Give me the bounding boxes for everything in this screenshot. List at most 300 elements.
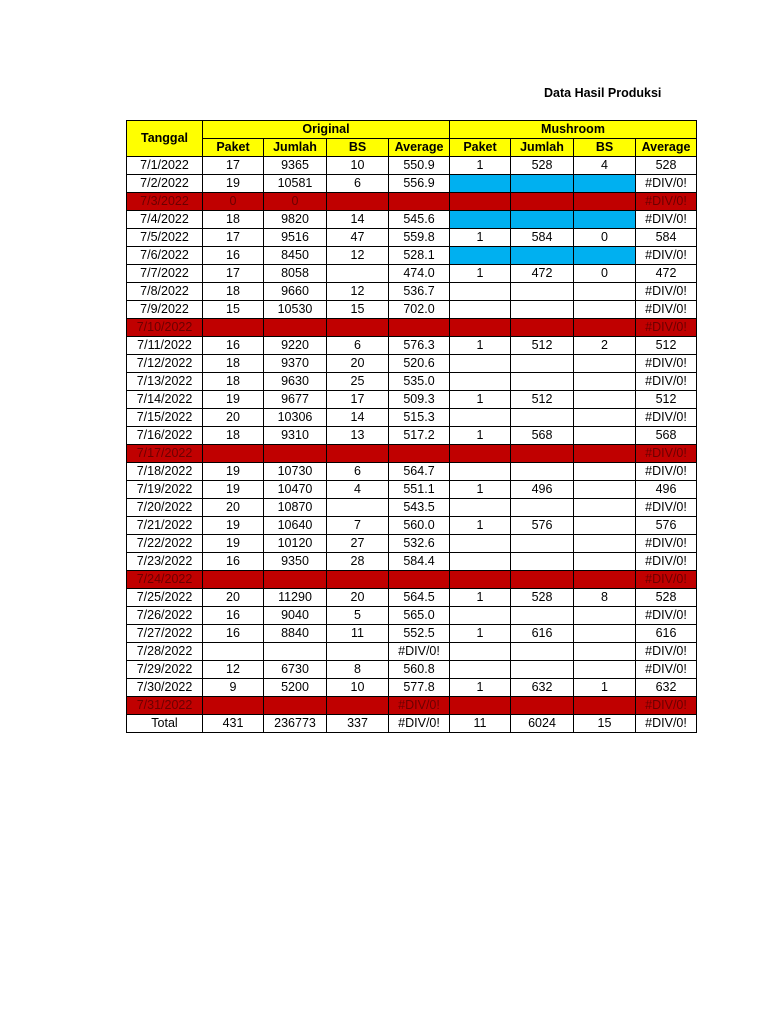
cell-mushroom-average[interactable]: #DIV/0! — [636, 355, 697, 373]
cell-original-paket[interactable] — [203, 697, 264, 715]
cell-mushroom-jumlah[interactable] — [511, 355, 574, 373]
cell-original-jumlah[interactable]: 10730 — [264, 463, 327, 481]
cell-mushroom-jumlah[interactable]: 584 — [511, 229, 574, 247]
cell-mushroom-average[interactable]: 512 — [636, 391, 697, 409]
cell-mushroom-average[interactable]: #DIV/0! — [636, 463, 697, 481]
total-mushroom-paket[interactable]: 11 — [450, 715, 511, 733]
cell-original-paket[interactable]: 18 — [203, 373, 264, 391]
cell-mushroom-bs[interactable]: 0 — [574, 265, 636, 283]
cell-mushroom-jumlah[interactable]: 616 — [511, 625, 574, 643]
cell-mushroom-average[interactable]: #DIV/0! — [636, 697, 697, 715]
cell-original-average[interactable]: 528.1 — [389, 247, 450, 265]
header-tanggal[interactable]: Tanggal — [127, 121, 203, 157]
cell-mushroom-jumlah[interactable] — [511, 175, 574, 193]
cell-original-bs[interactable]: 7 — [327, 517, 389, 535]
cell-original-paket[interactable]: 16 — [203, 553, 264, 571]
cell-mushroom-paket[interactable] — [450, 697, 511, 715]
cell-original-jumlah[interactable]: 10306 — [264, 409, 327, 427]
cell-date[interactable]: 7/11/2022 — [127, 337, 203, 355]
total-mushroom-average[interactable]: #DIV/0! — [636, 715, 697, 733]
total-mushroom-bs[interactable]: 15 — [574, 715, 636, 733]
cell-mushroom-jumlah[interactable] — [511, 643, 574, 661]
cell-mushroom-jumlah[interactable] — [511, 463, 574, 481]
table-row — [127, 661, 697, 679]
cell-date[interactable]: 7/22/2022 — [127, 535, 203, 553]
cell-original-average[interactable]: 576.3 — [389, 337, 450, 355]
cell-original-average[interactable]: 702.0 — [389, 301, 450, 319]
cell-original-average[interactable] — [389, 571, 450, 589]
cell-mushroom-average[interactable]: #DIV/0! — [636, 409, 697, 427]
cell-mushroom-average[interactable]: #DIV/0! — [636, 175, 697, 193]
cell-original-bs[interactable]: 12 — [327, 283, 389, 301]
cell-original-average[interactable]: 509.3 — [389, 391, 450, 409]
cell-mushroom-average[interactable]: 528 — [636, 589, 697, 607]
cell-mushroom-average[interactable]: #DIV/0! — [636, 193, 697, 211]
cell-original-bs[interactable]: 20 — [327, 355, 389, 373]
cell-date[interactable]: 7/27/2022 — [127, 625, 203, 643]
cell-mushroom-bs[interactable] — [574, 175, 636, 193]
cell-mushroom-bs[interactable] — [574, 481, 636, 499]
cell-mushroom-paket[interactable] — [450, 193, 511, 211]
cell-original-average[interactable]: 556.9 — [389, 175, 450, 193]
cell-original-jumlah[interactable]: 9040 — [264, 607, 327, 625]
cell-original-average[interactable]: 551.1 — [389, 481, 450, 499]
cell-original-paket[interactable] — [203, 643, 264, 661]
cell-original-jumlah[interactable] — [264, 445, 327, 463]
cell-original-jumlah[interactable]: 9660 — [264, 283, 327, 301]
cell-original-average[interactable]: 543.5 — [389, 499, 450, 517]
cell-mushroom-jumlah[interactable] — [511, 697, 574, 715]
cell-original-bs[interactable]: 28 — [327, 553, 389, 571]
cell-mushroom-bs[interactable] — [574, 697, 636, 715]
cell-original-paket[interactable]: 16 — [203, 337, 264, 355]
cell-mushroom-jumlah[interactable] — [511, 373, 574, 391]
cell-original-jumlah[interactable]: 10581 — [264, 175, 327, 193]
cell-original-paket[interactable]: 19 — [203, 517, 264, 535]
cell-original-jumlah[interactable]: 10640 — [264, 517, 327, 535]
cell-original-paket[interactable]: 17 — [203, 229, 264, 247]
cell-date[interactable]: 7/3/2022 — [127, 193, 203, 211]
cell-mushroom-paket[interactable] — [450, 301, 511, 319]
cell-original-average[interactable]: 584.4 — [389, 553, 450, 571]
cell-original-average[interactable]: 545.6 — [389, 211, 450, 229]
cell-mushroom-bs[interactable] — [574, 427, 636, 445]
cell-mushroom-paket[interactable] — [450, 283, 511, 301]
cell-original-average[interactable]: 560.8 — [389, 661, 450, 679]
cell-original-paket[interactable]: 16 — [203, 625, 264, 643]
cell-original-paket[interactable]: 17 — [203, 157, 264, 175]
cell-mushroom-paket[interactable] — [450, 463, 511, 481]
cell-date[interactable]: 7/10/2022 — [127, 319, 203, 337]
cell-original-average[interactable]: 550.9 — [389, 157, 450, 175]
cell-mushroom-average[interactable]: #DIV/0! — [636, 499, 697, 517]
header-mushroom[interactable]: Mushroom — [450, 121, 697, 139]
cell-date[interactable]: 7/9/2022 — [127, 301, 203, 319]
cell-mushroom-jumlah[interactable] — [511, 247, 574, 265]
cell-original-average[interactable]: 577.8 — [389, 679, 450, 697]
cell-date[interactable]: 7/19/2022 — [127, 481, 203, 499]
cell-mushroom-paket[interactable] — [450, 607, 511, 625]
cell-mushroom-bs[interactable] — [574, 643, 636, 661]
cell-original-bs[interactable] — [327, 697, 389, 715]
cell-original-jumlah[interactable]: 10470 — [264, 481, 327, 499]
cell-original-bs[interactable]: 13 — [327, 427, 389, 445]
cell-original-average[interactable]: 559.8 — [389, 229, 450, 247]
cell-original-jumlah[interactable] — [264, 319, 327, 337]
cell-mushroom-jumlah[interactable]: 528 — [511, 157, 574, 175]
cell-mushroom-paket[interactable]: 1 — [450, 427, 511, 445]
cell-original-paket[interactable]: 19 — [203, 391, 264, 409]
cell-date[interactable]: 7/29/2022 — [127, 661, 203, 679]
cell-mushroom-average[interactable]: #DIV/0! — [636, 607, 697, 625]
cell-mushroom-bs[interactable] — [574, 283, 636, 301]
cell-original-bs[interactable]: 6 — [327, 463, 389, 481]
cell-mushroom-jumlah[interactable] — [511, 283, 574, 301]
cell-mushroom-average[interactable]: 632 — [636, 679, 697, 697]
cell-date[interactable]: 7/16/2022 — [127, 427, 203, 445]
cell-mushroom-paket[interactable] — [450, 409, 511, 427]
cell-mushroom-jumlah[interactable] — [511, 211, 574, 229]
cell-mushroom-bs[interactable] — [574, 247, 636, 265]
cell-original-bs[interactable]: 47 — [327, 229, 389, 247]
cell-mushroom-bs[interactable] — [574, 625, 636, 643]
cell-mushroom-paket[interactable] — [450, 175, 511, 193]
cell-original-average[interactable] — [389, 445, 450, 463]
cell-mushroom-paket[interactable]: 1 — [450, 589, 511, 607]
cell-mushroom-bs[interactable] — [574, 535, 636, 553]
cell-original-paket[interactable]: 16 — [203, 247, 264, 265]
cell-mushroom-bs[interactable] — [574, 355, 636, 373]
cell-original-bs[interactable] — [327, 265, 389, 283]
cell-original-bs[interactable] — [327, 643, 389, 661]
cell-mushroom-bs[interactable] — [574, 319, 636, 337]
cell-mushroom-average[interactable]: #DIV/0! — [636, 535, 697, 553]
cell-original-jumlah[interactable]: 10870 — [264, 499, 327, 517]
header-original-bs[interactable]: BS — [327, 139, 389, 157]
cell-mushroom-bs[interactable]: 0 — [574, 229, 636, 247]
cell-original-average[interactable]: 532.6 — [389, 535, 450, 553]
cell-mushroom-paket[interactable] — [450, 499, 511, 517]
cell-original-paket[interactable]: 18 — [203, 355, 264, 373]
cell-mushroom-jumlah[interactable]: 632 — [511, 679, 574, 697]
cell-original-average[interactable]: 552.5 — [389, 625, 450, 643]
cell-date[interactable]: 7/5/2022 — [127, 229, 203, 247]
header-mushroom-average[interactable]: Average — [636, 139, 697, 157]
total-original-average[interactable]: #DIV/0! — [389, 715, 450, 733]
cell-original-bs[interactable]: 6 — [327, 175, 389, 193]
cell-mushroom-paket[interactable]: 1 — [450, 265, 511, 283]
cell-mushroom-average[interactable]: 568 — [636, 427, 697, 445]
cell-mushroom-bs[interactable]: 8 — [574, 589, 636, 607]
cell-original-jumlah[interactable]: 9310 — [264, 427, 327, 445]
cell-mushroom-paket[interactable] — [450, 643, 511, 661]
cell-mushroom-bs[interactable] — [574, 571, 636, 589]
cell-mushroom-average[interactable]: #DIV/0! — [636, 445, 697, 463]
cell-date[interactable]: 7/1/2022 — [127, 157, 203, 175]
cell-original-paket[interactable] — [203, 445, 264, 463]
cell-original-jumlah[interactable]: 11290 — [264, 589, 327, 607]
cell-mushroom-bs[interactable] — [574, 463, 636, 481]
cell-original-paket[interactable]: 15 — [203, 301, 264, 319]
cell-original-paket[interactable]: 18 — [203, 211, 264, 229]
total-label[interactable]: Total — [127, 715, 203, 733]
cell-original-paket[interactable]: 9 — [203, 679, 264, 697]
cell-original-bs[interactable]: 4 — [327, 481, 389, 499]
cell-mushroom-bs[interactable] — [574, 517, 636, 535]
cell-mushroom-average[interactable]: #DIV/0! — [636, 283, 697, 301]
cell-mushroom-jumlah[interactable] — [511, 607, 574, 625]
cell-original-bs[interactable]: 10 — [327, 157, 389, 175]
cell-mushroom-jumlah[interactable] — [511, 499, 574, 517]
cell-original-bs[interactable]: 27 — [327, 535, 389, 553]
cell-original-bs[interactable]: 25 — [327, 373, 389, 391]
cell-mushroom-paket[interactable] — [450, 373, 511, 391]
cell-mushroom-paket[interactable]: 1 — [450, 157, 511, 175]
header-original-paket[interactable]: Paket — [203, 139, 264, 157]
cell-original-jumlah[interactable]: 9630 — [264, 373, 327, 391]
cell-mushroom-jumlah[interactable] — [511, 301, 574, 319]
cell-original-average[interactable]: 515.3 — [389, 409, 450, 427]
cell-original-bs[interactable]: 8 — [327, 661, 389, 679]
cell-original-average[interactable]: 536.7 — [389, 283, 450, 301]
cell-mushroom-average[interactable]: 616 — [636, 625, 697, 643]
cell-original-paket[interactable]: 19 — [203, 481, 264, 499]
cell-date[interactable]: 7/15/2022 — [127, 409, 203, 427]
cell-mushroom-paket[interactable] — [450, 661, 511, 679]
cell-date[interactable]: 7/21/2022 — [127, 517, 203, 535]
cell-date[interactable]: 7/26/2022 — [127, 607, 203, 625]
cell-mushroom-average[interactable]: #DIV/0! — [636, 373, 697, 391]
cell-mushroom-paket[interactable] — [450, 535, 511, 553]
cell-mushroom-bs[interactable] — [574, 391, 636, 409]
header-original[interactable]: Original — [203, 121, 450, 139]
cell-original-average[interactable]: 564.7 — [389, 463, 450, 481]
cell-original-paket[interactable]: 20 — [203, 499, 264, 517]
header-mushroom-bs[interactable]: BS — [574, 139, 636, 157]
cell-mushroom-bs[interactable] — [574, 211, 636, 229]
cell-original-jumlah[interactable]: 9350 — [264, 553, 327, 571]
cell-mushroom-bs[interactable] — [574, 499, 636, 517]
cell-mushroom-jumlah[interactable] — [511, 445, 574, 463]
cell-date[interactable]: 7/14/2022 — [127, 391, 203, 409]
cell-mushroom-jumlah[interactable] — [511, 193, 574, 211]
cell-mushroom-paket[interactable] — [450, 355, 511, 373]
cell-mushroom-bs[interactable] — [574, 661, 636, 679]
header-original-jumlah[interactable]: Jumlah — [264, 139, 327, 157]
cell-date[interactable]: 7/7/2022 — [127, 265, 203, 283]
total-original-paket[interactable]: 431 — [203, 715, 264, 733]
cell-mushroom-paket[interactable] — [450, 553, 511, 571]
cell-original-jumlah[interactable]: 8840 — [264, 625, 327, 643]
cell-original-paket[interactable]: 16 — [203, 607, 264, 625]
cell-original-jumlah[interactable] — [264, 571, 327, 589]
cell-original-paket[interactable]: 18 — [203, 427, 264, 445]
cell-mushroom-paket[interactable]: 1 — [450, 481, 511, 499]
cell-date[interactable]: 7/4/2022 — [127, 211, 203, 229]
cell-date[interactable]: 7/25/2022 — [127, 589, 203, 607]
cell-mushroom-jumlah[interactable] — [511, 319, 574, 337]
header-original-average[interactable]: Average — [389, 139, 450, 157]
header-mushroom-paket[interactable]: Paket — [450, 139, 511, 157]
cell-mushroom-bs[interactable]: 2 — [574, 337, 636, 355]
cell-original-jumlah[interactable]: 9220 — [264, 337, 327, 355]
cell-original-jumlah[interactable]: 10530 — [264, 301, 327, 319]
cell-original-average[interactable]: 564.5 — [389, 589, 450, 607]
cell-mushroom-jumlah[interactable]: 576 — [511, 517, 574, 535]
cell-original-bs[interactable] — [327, 193, 389, 211]
cell-mushroom-jumlah[interactable] — [511, 571, 574, 589]
cell-original-average[interactable]: #DIV/0! — [389, 643, 450, 661]
cell-original-average[interactable]: 517.2 — [389, 427, 450, 445]
cell-mushroom-paket[interactable]: 1 — [450, 229, 511, 247]
cell-mushroom-paket[interactable] — [450, 571, 511, 589]
cell-mushroom-average[interactable]: 528 — [636, 157, 697, 175]
cell-mushroom-average[interactable]: #DIV/0! — [636, 553, 697, 571]
cell-original-average[interactable]: 560.0 — [389, 517, 450, 535]
cell-mushroom-bs[interactable] — [574, 373, 636, 391]
cell-mushroom-bs[interactable]: 1 — [574, 679, 636, 697]
cell-mushroom-average[interactable]: 576 — [636, 517, 697, 535]
total-original-bs[interactable]: 337 — [327, 715, 389, 733]
cell-original-average[interactable]: 535.0 — [389, 373, 450, 391]
cell-date[interactable]: 7/20/2022 — [127, 499, 203, 517]
cell-original-paket[interactable]: 0 — [203, 193, 264, 211]
cell-original-paket[interactable]: 19 — [203, 175, 264, 193]
cell-date[interactable]: 7/12/2022 — [127, 355, 203, 373]
cell-mushroom-average[interactable]: 512 — [636, 337, 697, 355]
cell-original-paket[interactable]: 17 — [203, 265, 264, 283]
cell-original-jumlah[interactable]: 6730 — [264, 661, 327, 679]
cell-mushroom-jumlah[interactable] — [511, 409, 574, 427]
cell-original-jumlah[interactable] — [264, 643, 327, 661]
cell-mushroom-bs[interactable] — [574, 553, 636, 571]
cell-original-bs[interactable]: 10 — [327, 679, 389, 697]
total-original-jumlah[interactable]: 236773 — [264, 715, 327, 733]
cell-date[interactable]: 7/23/2022 — [127, 553, 203, 571]
header-mushroom-jumlah[interactable]: Jumlah — [511, 139, 574, 157]
cell-date[interactable]: 7/2/2022 — [127, 175, 203, 193]
cell-original-paket[interactable]: 12 — [203, 661, 264, 679]
cell-date[interactable]: 7/8/2022 — [127, 283, 203, 301]
cell-mushroom-jumlah[interactable]: 528 — [511, 589, 574, 607]
cell-mushroom-paket[interactable]: 1 — [450, 391, 511, 409]
cell-original-jumlah[interactable]: 9820 — [264, 211, 327, 229]
cell-mushroom-average[interactable]: #DIV/0! — [636, 319, 697, 337]
cell-mushroom-paket[interactable]: 1 — [450, 337, 511, 355]
cell-mushroom-average[interactable]: 472 — [636, 265, 697, 283]
cell-original-bs[interactable] — [327, 445, 389, 463]
cell-original-bs[interactable]: 12 — [327, 247, 389, 265]
cell-mushroom-average[interactable]: #DIV/0! — [636, 661, 697, 679]
cell-original-bs[interactable] — [327, 571, 389, 589]
cell-original-paket[interactable] — [203, 571, 264, 589]
cell-original-paket[interactable]: 18 — [203, 283, 264, 301]
cell-date[interactable]: 7/28/2022 — [127, 643, 203, 661]
cell-mushroom-paket[interactable]: 1 — [450, 517, 511, 535]
cell-original-jumlah[interactable]: 9677 — [264, 391, 327, 409]
cell-mushroom-jumlah[interactable] — [511, 661, 574, 679]
cell-original-bs[interactable] — [327, 319, 389, 337]
cell-original-jumlah[interactable]: 9370 — [264, 355, 327, 373]
cell-original-bs[interactable]: 20 — [327, 589, 389, 607]
cell-original-jumlah[interactable]: 0 — [264, 193, 327, 211]
cell-mushroom-paket[interactable] — [450, 247, 511, 265]
cell-original-jumlah[interactable]: 5200 — [264, 679, 327, 697]
cell-date[interactable]: 7/17/2022 — [127, 445, 203, 463]
cell-mushroom-bs[interactable]: 4 — [574, 157, 636, 175]
cell-mushroom-bs[interactable] — [574, 409, 636, 427]
cell-original-jumlah[interactable]: 8058 — [264, 265, 327, 283]
cell-mushroom-jumlah[interactable] — [511, 553, 574, 571]
cell-mushroom-bs[interactable] — [574, 445, 636, 463]
cell-original-jumlah[interactable]: 9516 — [264, 229, 327, 247]
cell-date[interactable]: 7/13/2022 — [127, 373, 203, 391]
cell-mushroom-bs[interactable] — [574, 193, 636, 211]
cell-original-paket[interactable]: 20 — [203, 409, 264, 427]
cell-mushroom-paket[interactable]: 1 — [450, 679, 511, 697]
cell-original-average[interactable] — [389, 193, 450, 211]
cell-mushroom-bs[interactable] — [574, 607, 636, 625]
cell-date[interactable]: 7/6/2022 — [127, 247, 203, 265]
cell-mushroom-jumlah[interactable]: 568 — [511, 427, 574, 445]
cell-date[interactable]: 7/24/2022 — [127, 571, 203, 589]
cell-original-average[interactable] — [389, 319, 450, 337]
cell-original-bs[interactable]: 17 — [327, 391, 389, 409]
cell-original-average[interactable]: 565.0 — [389, 607, 450, 625]
cell-date[interactable]: 7/18/2022 — [127, 463, 203, 481]
cell-original-bs[interactable]: 15 — [327, 301, 389, 319]
cell-mushroom-average[interactable]: #DIV/0! — [636, 643, 697, 661]
cell-original-jumlah[interactable]: 8450 — [264, 247, 327, 265]
cell-mushroom-jumlah[interactable] — [511, 535, 574, 553]
cell-mushroom-jumlah[interactable]: 496 — [511, 481, 574, 499]
cell-mushroom-average[interactable]: #DIV/0! — [636, 571, 697, 589]
cell-original-jumlah[interactable]: 9365 — [264, 157, 327, 175]
cell-mushroom-jumlah[interactable]: 512 — [511, 391, 574, 409]
cell-mushroom-jumlah[interactable]: 512 — [511, 337, 574, 355]
cell-mushroom-average[interactable]: 496 — [636, 481, 697, 499]
cell-mushroom-paket[interactable] — [450, 211, 511, 229]
cell-original-average[interactable]: #DIV/0! — [389, 697, 450, 715]
cell-original-bs[interactable]: 5 — [327, 607, 389, 625]
cell-original-average[interactable]: 474.0 — [389, 265, 450, 283]
cell-mushroom-average[interactable]: #DIV/0! — [636, 247, 697, 265]
cell-original-paket[interactable]: 19 — [203, 535, 264, 553]
cell-original-paket[interactable]: 20 — [203, 589, 264, 607]
cell-date[interactable]: 7/30/2022 — [127, 679, 203, 697]
cell-original-bs[interactable]: 11 — [327, 625, 389, 643]
cell-mushroom-average[interactable]: #DIV/0! — [636, 301, 697, 319]
cell-mushroom-paket[interactable]: 1 — [450, 625, 511, 643]
cell-original-bs[interactable] — [327, 499, 389, 517]
cell-original-paket[interactable]: 19 — [203, 463, 264, 481]
cell-original-paket[interactable] — [203, 319, 264, 337]
cell-mushroom-bs[interactable] — [574, 301, 636, 319]
cell-original-bs[interactable]: 14 — [327, 409, 389, 427]
cell-mushroom-average[interactable]: 584 — [636, 229, 697, 247]
cell-original-average[interactable]: 520.6 — [389, 355, 450, 373]
cell-mushroom-average[interactable]: #DIV/0! — [636, 211, 697, 229]
cell-mushroom-paket[interactable] — [450, 445, 511, 463]
cell-original-bs[interactable]: 6 — [327, 337, 389, 355]
cell-mushroom-jumlah[interactable]: 472 — [511, 265, 574, 283]
cell-original-jumlah[interactable] — [264, 697, 327, 715]
cell-original-jumlah[interactable]: 10120 — [264, 535, 327, 553]
total-mushroom-jumlah[interactable]: 6024 — [511, 715, 574, 733]
cell-date[interactable]: 7/31/2022 — [127, 697, 203, 715]
cell-mushroom-paket[interactable] — [450, 319, 511, 337]
cell-original-bs[interactable]: 14 — [327, 211, 389, 229]
